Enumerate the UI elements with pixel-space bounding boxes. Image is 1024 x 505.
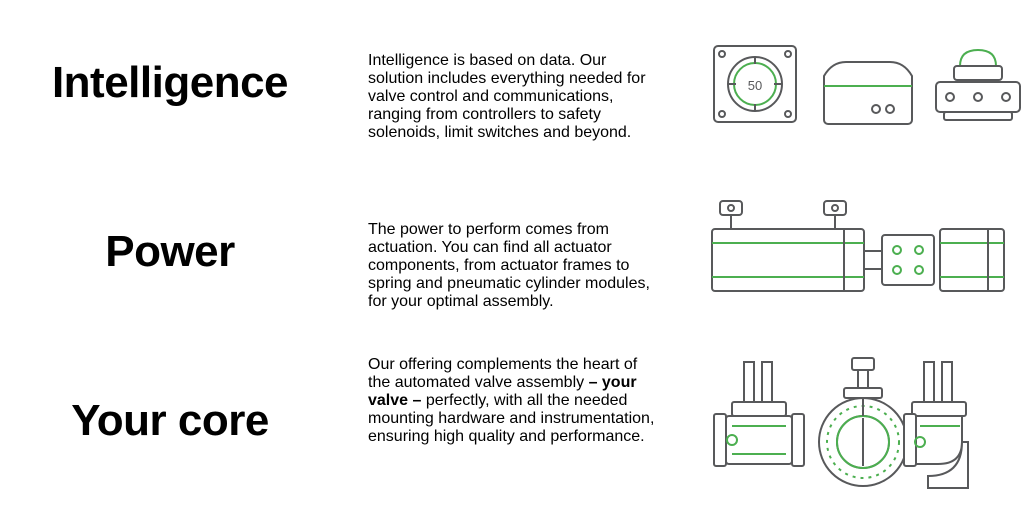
row-your-core-body-part-3: perfectly, with all the needed mounting hardware and instrumentation, ensuring high quality and performance.: [368, 392, 655, 445]
row-power-heading: Actuators: [368, 186, 483, 216]
spring-module-icon: [940, 229, 1004, 291]
row-power-label-cell: [0, 169, 340, 336]
controller-box-icon: [824, 62, 912, 124]
row-intelligence-text-cell: [344, 0, 684, 167]
row-your-core-body-emphasis: – your valve –: [368, 374, 637, 409]
row-your-core-label: Your core: [71, 396, 269, 446]
gauge-value-label: 50: [747, 78, 763, 93]
row-your-core-text-cell: [344, 338, 684, 505]
row-power-text-cell: [344, 169, 684, 336]
row-power-label: Power: [105, 227, 235, 277]
row-your-core-body-part-1: Our offering complements the heart of the automated valve assembly: [368, 356, 638, 391]
row-your-core-label-cell: [0, 338, 340, 505]
row-intelligence-body: Intelligence is based on data. Our solution includes everything needed for valve control and communications, ranging from controllers to safety solenoids, limit switches and beyond.: [368, 52, 646, 142]
row-your-core-body: [368, 356, 662, 446]
pneumatic-cylinder-icon: [712, 229, 864, 291]
row-power-body: The power to perform comes from actuation. You can find all actuator components, from actuator frames to spring and pneumatic cylinder modules, for your optimal assembly.: [368, 221, 650, 311]
row-intelligence-image-cell: [688, 0, 1024, 167]
valves-illustration: [692, 342, 1024, 501]
row-power-image-cell: [688, 169, 1024, 336]
valve-controllers-illustration: [692, 4, 1024, 163]
row-intelligence-heading: Valve controllers: [368, 17, 566, 47]
actuator-frame-icon: [882, 235, 934, 285]
row-intelligence-label: Intelligence: [51, 58, 289, 108]
actuator-shaft-icon: [864, 251, 882, 269]
actuator-illustration: [692, 173, 1024, 332]
row-intelligence-label-cell: [0, 0, 340, 167]
row-your-core-image-cell: [688, 338, 1024, 505]
